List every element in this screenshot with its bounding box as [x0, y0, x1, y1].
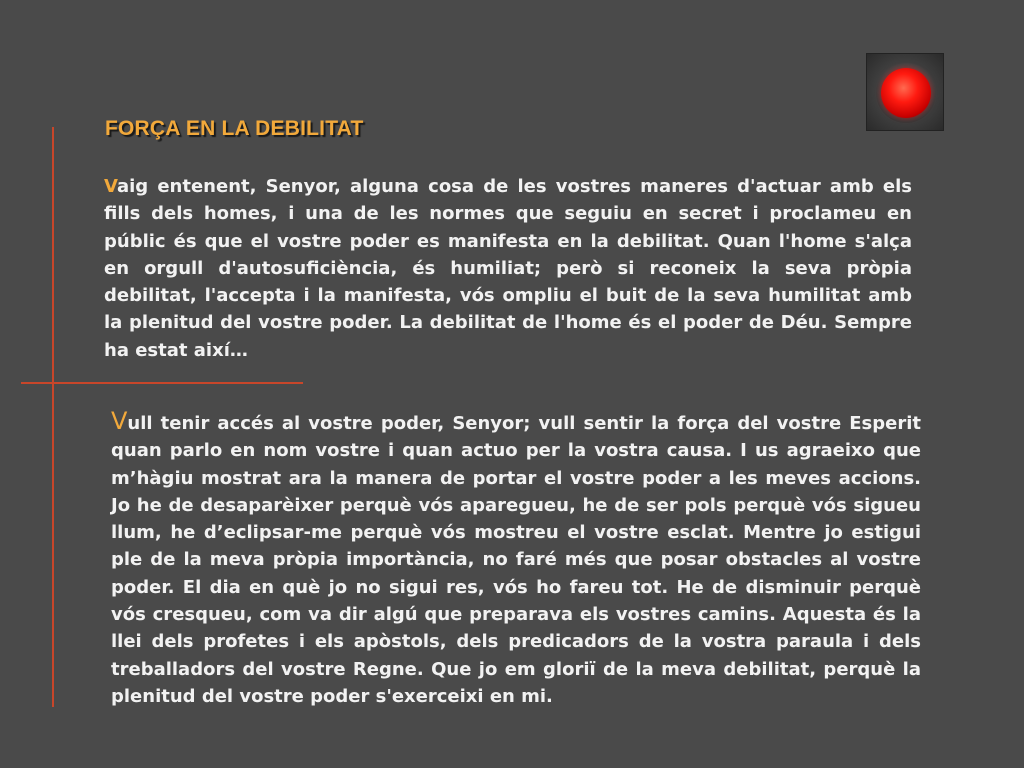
red-record-button-icon[interactable] — [866, 53, 944, 131]
paragraph-2-initial: V — [111, 407, 128, 435]
paragraph-2-text: ull tenir accés al vostre poder, Senyor; vull sentir la força del vostre Esperit quan parlo en nom vostre i quan actuo per la vostra causa. I us agraeixo que m’hàgiu mostrat ara la manera de portar el vostre poder a les meves accions. Jo he de desaparèixer perquè vós aparegueu, he de ser pols perquè vós sigueu llum, he d’eclipsar-me perquè vós mostreu el vostre esclat. Mentre jo estigui ple de la meva pròpia importància, no faré més que posar obstacles al vostre poder. El dia en què jo no sigui res, vós ho fareu tot. He de disminuir perquè vós cresqueu, com va dir algú que preparava els vostres camins. Aquesta és la llei dels profetes i els apòstols, dels predicadors de la vostra paraula i dels treballadors del vostre Regne. Que jo em gloriï de la meva debilitat, perquè la plenitud del vostre poder s'exerceixi en mi. — [111, 413, 921, 707]
red-dot — [881, 68, 931, 118]
paragraph-1 — [104, 173, 912, 364]
horizontal-decor-line — [21, 382, 303, 384]
vertical-decor-line — [52, 127, 54, 707]
paragraph-2 — [111, 408, 921, 710]
paragraph-1-text: aig entenent, Senyor, alguna cosa de les vostres maneres d'actuar amb els fills dels homes, i una de les normes que seguiu en secret i proclameu en públic és que el vostre poder es manifesta en la debilitat. Quan l'home s'alça en orgull d'autosuficiència, és humiliat; però si reconeix la seva pròpia debilitat, l'accepta i la manifesta, vós ompliu el buit de la seva humilitat amb la plenitud del vostre poder. La debilitat de l'home és el poder de Déu. Sempre ha estat així… — [104, 176, 912, 361]
slide-title: FORÇA EN LA DEBILITAT — [105, 117, 364, 140]
paragraph-1-initial: V — [104, 176, 117, 197]
